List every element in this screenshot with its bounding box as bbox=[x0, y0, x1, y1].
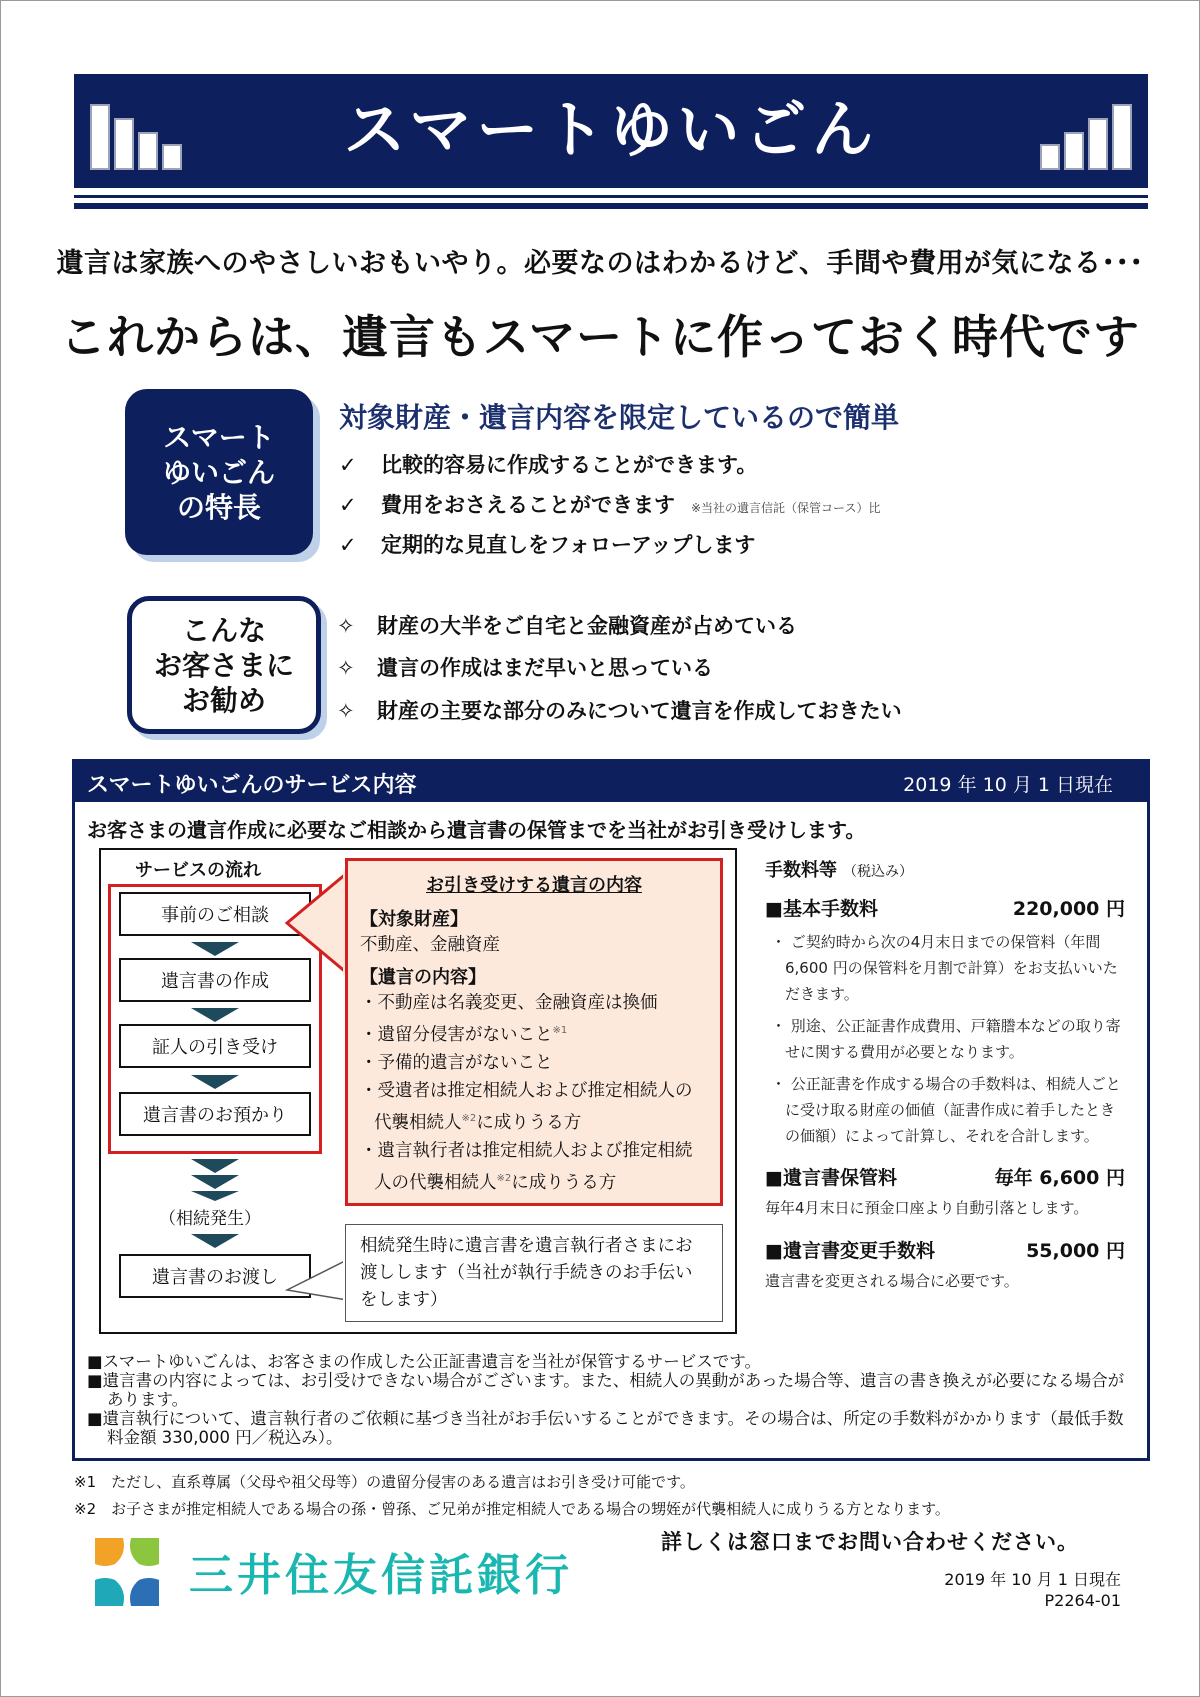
down-arrow-icon bbox=[191, 1159, 239, 1173]
fees-heading: 手数料等 （税込み） bbox=[765, 860, 913, 881]
features-heading: 対象財産・遺言内容を限定しているので簡単 bbox=[339, 401, 900, 434]
service-note: ■遺言執行について、遺言執行者のご依頼に基づき当社がお手伝いすることができます。その場合は、所定の手数料がかかります（最低手数料金額 330,000 円／税込み）。 bbox=[87, 1409, 1124, 1447]
flow-step-custody: 遺言書のお預かり bbox=[119, 1092, 311, 1136]
content-item: ・予備的遺言がないこと bbox=[360, 1052, 553, 1073]
down-arrow-icon bbox=[191, 1075, 239, 1089]
will-content-title: お引き受けする遺言の内容 bbox=[426, 875, 642, 896]
recommend-item: ✧ 財産の大半をご自宅と金融資産が占めている bbox=[337, 614, 797, 638]
basic-fee-note: ・ 公正証書を作成する場合の手数料は、相続人ごとに受け取る財産の価値（証書作成に着手したときの価額）によって計算し、それを合計します。 bbox=[771, 1075, 1121, 1145]
flow-step-witness: 証人の引き受け bbox=[119, 1024, 311, 1068]
recommend-item: ✧ 財産の主要な部分のみについて遺言を作成しておきたい bbox=[337, 699, 902, 723]
down-arrow-icon bbox=[191, 1175, 239, 1189]
service-notes bbox=[87, 1352, 1137, 1447]
checkmark-icon: ✓ bbox=[339, 493, 357, 517]
down-arrow-icon bbox=[191, 942, 239, 956]
recommend-box-line: こんな bbox=[181, 613, 266, 647]
content-item: ・不動産は名義変更、金融資産は換価 bbox=[360, 993, 658, 1013]
content-item: ・受遺者は推定相続人および推定相続人の代襲相続人$^{※2}$に成りうる方 bbox=[360, 1080, 693, 1133]
service-section bbox=[72, 759, 1150, 1461]
diamond-star-icon: ✧ bbox=[337, 614, 355, 638]
footnote: ※2 お子さまが推定相続人である場合の孫・曾孫、ご兄弟が推定相続人である場合の甥姪が代襲相続人に成りうる方となります。 bbox=[74, 1500, 950, 1518]
feature-check-item: ✓ 定期的な見直しをフォローアップします bbox=[339, 533, 756, 557]
will-content-box bbox=[345, 858, 723, 1206]
recommend-box-line: お勧め bbox=[181, 683, 266, 717]
feature-check-item: ✓ 費用をおさえることができます ※当社の遺言信託（保管コース）比 bbox=[339, 493, 881, 517]
content-item: ・遺留分侵害がないこと$^{※1}$ bbox=[360, 1024, 568, 1045]
service-intro: お客さまの遺言作成に必要なご相談から遺言書の保管までを当社がお引き受けします。 bbox=[87, 818, 866, 842]
diamond-star-icon: ✧ bbox=[337, 656, 355, 680]
banner-title: スマートゆいごん bbox=[343, 93, 879, 166]
basic-fee-note: ・ ご契約時から次の4月末日までの保管料（年間6,600 円の保管料を月割で計算）をお支払いいただきます。 bbox=[771, 933, 1118, 1003]
basic-fee-note: ・ 別途、公正証書作成費用、戸籍謄本などの取り寄せに関する費用が必要となります。 bbox=[771, 1017, 1121, 1061]
features-box-line: スマート bbox=[163, 420, 275, 454]
footnotes bbox=[74, 1469, 950, 1523]
checkmark-icon: ✓ bbox=[339, 533, 357, 557]
down-arrow-icon bbox=[191, 1234, 239, 1248]
inheritance-note-box: 相続発生時に遺言書を遺言執行者さまにお渡しします（当社が執行手続きのお手伝いをします） bbox=[345, 1224, 723, 1322]
service-note: ■遺言書の内容によっては、お引受けできない場合がございます。また、相続人の異動があった場合等、遺言の書き換えが必要になる場合があります。 bbox=[87, 1371, 1125, 1409]
content-item: ・遺言執行者は推定相続人および推定相続人の代襲相続人$^{※2}$に成りうる方 bbox=[360, 1140, 693, 1193]
lead-text: 遺言は家族へのやさしいおもいやり。必要なのはわかるけど、手間や費用が気になる･･･ bbox=[56, 248, 1144, 279]
change-fee-row: ■遺言書変更手数料 55,000 円 bbox=[765, 1240, 1125, 1262]
bank-name: 三井住友信託銀行 bbox=[189, 1550, 573, 1601]
service-date: 2019 年 10 月 1 日現在 bbox=[903, 774, 1113, 796]
features-box-line: の特長 bbox=[176, 490, 261, 524]
service-header bbox=[75, 762, 1147, 802]
footnote: ※1 ただし、直系尊属（父母や祖父母等）の遺留分侵害のある遺言はお引き受け可能です。 bbox=[74, 1473, 695, 1491]
recommend-box-line: お客さまに bbox=[153, 648, 294, 682]
flow-step-consultation: 事前のご相談 bbox=[119, 892, 311, 936]
service-title: スマートゆいごんのサービス内容 bbox=[87, 773, 417, 798]
asset-value: 不動産、金融資産 bbox=[360, 935, 500, 955]
flow-step-creation: 遺言書の作成 bbox=[119, 958, 311, 1002]
diamond-star-icon: ✧ bbox=[337, 699, 355, 723]
bar-chart-decoration-right bbox=[1040, 104, 1132, 170]
features-label-box bbox=[125, 389, 313, 555]
bank-logo-icon bbox=[91, 1534, 163, 1610]
flow-inheritance-occurrence: （相続発生） bbox=[159, 1209, 261, 1229]
down-arrow-icon bbox=[191, 1191, 239, 1201]
down-arrow-icon bbox=[191, 1008, 239, 1022]
service-note: ■スマートゆいごんは、お客さまの作成した公正証書遺言を当社が保管するサービスです。 bbox=[87, 1352, 761, 1371]
title-banner bbox=[74, 74, 1148, 188]
flow-step-handover: 遺言書のお渡し bbox=[119, 1254, 311, 1298]
basic-fee-row: ■基本手数料 220,000 円 bbox=[765, 898, 1125, 920]
contact-message: 詳しくは窓口までお問い合わせください。 bbox=[661, 1530, 1079, 1554]
feature-check-item: ✓ 比較的容易に作成することができます。 bbox=[339, 453, 758, 477]
content-label: 【遺言の内容】 bbox=[360, 967, 486, 988]
checkmark-icon: ✓ bbox=[339, 453, 357, 477]
document-code: P2264-01 bbox=[1044, 1591, 1121, 1610]
footer-date: 2019 年 10 月 1 日現在 bbox=[944, 1570, 1121, 1589]
feature-cost-note: ※当社の遺言信託（保管コース）比 bbox=[691, 501, 881, 515]
flow-title: サービスの流れ bbox=[135, 860, 261, 881]
banner-underlines bbox=[74, 191, 1148, 218]
fees-panel bbox=[765, 856, 1125, 1293]
storage-fee-note: 毎年4月末日に預金口座より自動引落とします。 bbox=[765, 1199, 1089, 1217]
features-box-line: ゆいごん bbox=[162, 455, 275, 489]
recommend-label-box bbox=[127, 596, 321, 734]
asset-label: 【対象財産】 bbox=[360, 909, 468, 930]
storage-fee-row: ■遺言書保管料 毎年 6,600 円 bbox=[765, 1167, 1125, 1189]
headline: これからは、遺言もスマートに作っておく時代です bbox=[59, 310, 1141, 364]
recommend-item: ✧ 遺言の作成はまだ早いと思っている bbox=[337, 656, 713, 680]
change-fee-note: 遺言書を変更される場合に必要です。 bbox=[765, 1272, 1019, 1290]
